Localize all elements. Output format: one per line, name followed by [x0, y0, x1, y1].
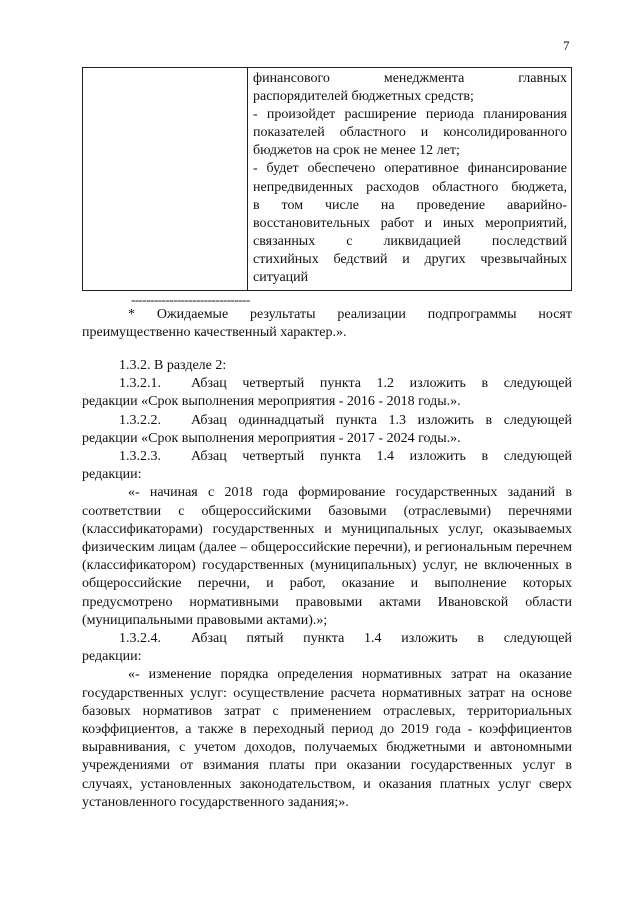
- item-continuation: редакции:: [82, 467, 142, 483]
- item-number: 1.3.2.1.: [119, 376, 161, 392]
- cell-line: стихийных бедствий и других чрезвычайных: [253, 251, 567, 267]
- section-heading: 1.3.2. В разделе 2:: [119, 358, 227, 373]
- table-cell-empty: [83, 68, 248, 291]
- quoted-paragraph: «- начиная с 2018 года формирование государственных заданий в соответствии с общероссийскими базовыми (отраслевыми) перечнями (классификаторами) государственных и муниципальных услуг, оказываемых физическим лицам (далее – общероссийские перечни), и региональным перечнем (классификатором) государственных (муниципальных) услуг, не включенных в общероссийские перечни, и работ, оказание и выполнение которых предусмотрено нормативными правовыми актами Ивановской области (муниципальными правовыми актами).»;: [82, 485, 572, 628]
- item-text: Абзац четвертый пункта 1.2 изложить в следующей: [191, 376, 572, 392]
- item-text: Абзац одиннадцатый пункта 1.3 изложить в следующей: [191, 412, 572, 428]
- cell-line: в том числе на проведение аварийно-: [253, 197, 567, 213]
- item-first-line: [82, 630, 572, 648]
- item-text: Абзац пятый пункта 1.4 изложить в следующей: [191, 631, 572, 647]
- item-first-line: [82, 375, 572, 393]
- item-text: Абзац четвертый пункта 1.4 изложить в следующей: [191, 449, 572, 465]
- item-number: 1.3.2.2.: [119, 412, 161, 428]
- item-continuation: редакции:: [82, 649, 142, 665]
- item-continuation: редакции «Срок выполнения мероприятия - 2016 - 2018 годы.».: [82, 394, 461, 410]
- cell-line: бюджетов на срок не менее 12 лет;: [253, 143, 460, 159]
- cell-line: финансового менеджмента главных: [253, 71, 567, 86]
- item-number: 1.3.2.3.: [119, 449, 161, 465]
- table-row: [83, 68, 572, 291]
- cell-line: - будет обеспечено оперативное финансирование: [253, 161, 567, 177]
- quoted-paragraph: «- изменение порядка определения нормативных затрат на оказание государственных услуг: осуществление расчета нормативных затрат на основе базовых нормативов затрат с применением отраслевых, территориальных коэффициентов, а также в переходный период до 2019 года - коэффициентов выравнивания, с учетом доходов, получаемых бюджетными и автономными учреждениями от взимания платы при оказании государственных услуг в случаях, установленных законодательством, и оказания платных услуг сверх установленного государственного задания;».: [82, 667, 572, 810]
- footnote: [82, 306, 572, 342]
- cell-line: распорядителей бюджетных средств;: [253, 89, 474, 105]
- item-continuation: редакции «Срок выполнения мероприятия - 2017 - 2024 годы.».: [82, 430, 461, 446]
- cell-line: связанных с ликвидацией последствий: [253, 233, 567, 249]
- cell-line: - произойдет расширение периода планирования: [253, 107, 567, 123]
- item-number: 1.3.2.4.: [119, 631, 161, 647]
- table-cell-results: [248, 68, 572, 291]
- page-number: 7: [563, 38, 570, 53]
- cell-line: показателей областного и консолидированного: [253, 125, 567, 141]
- cell-line: ситуаций: [253, 270, 309, 286]
- footnote-text: * Ожидаемые результаты реализации подпрограммы носят преимущественно качественный характер.».: [82, 307, 572, 341]
- cell-line: восстановительных работ и иных мероприятий,: [253, 215, 567, 231]
- item-first-line: [82, 448, 572, 466]
- section-body: [82, 357, 572, 812]
- item-first-line: [82, 412, 572, 430]
- results-table: [82, 67, 572, 291]
- footnote-separator: -------------------------------: [131, 292, 250, 307]
- cell-line: непредвиденных расходов областного бюджета,: [253, 179, 567, 195]
